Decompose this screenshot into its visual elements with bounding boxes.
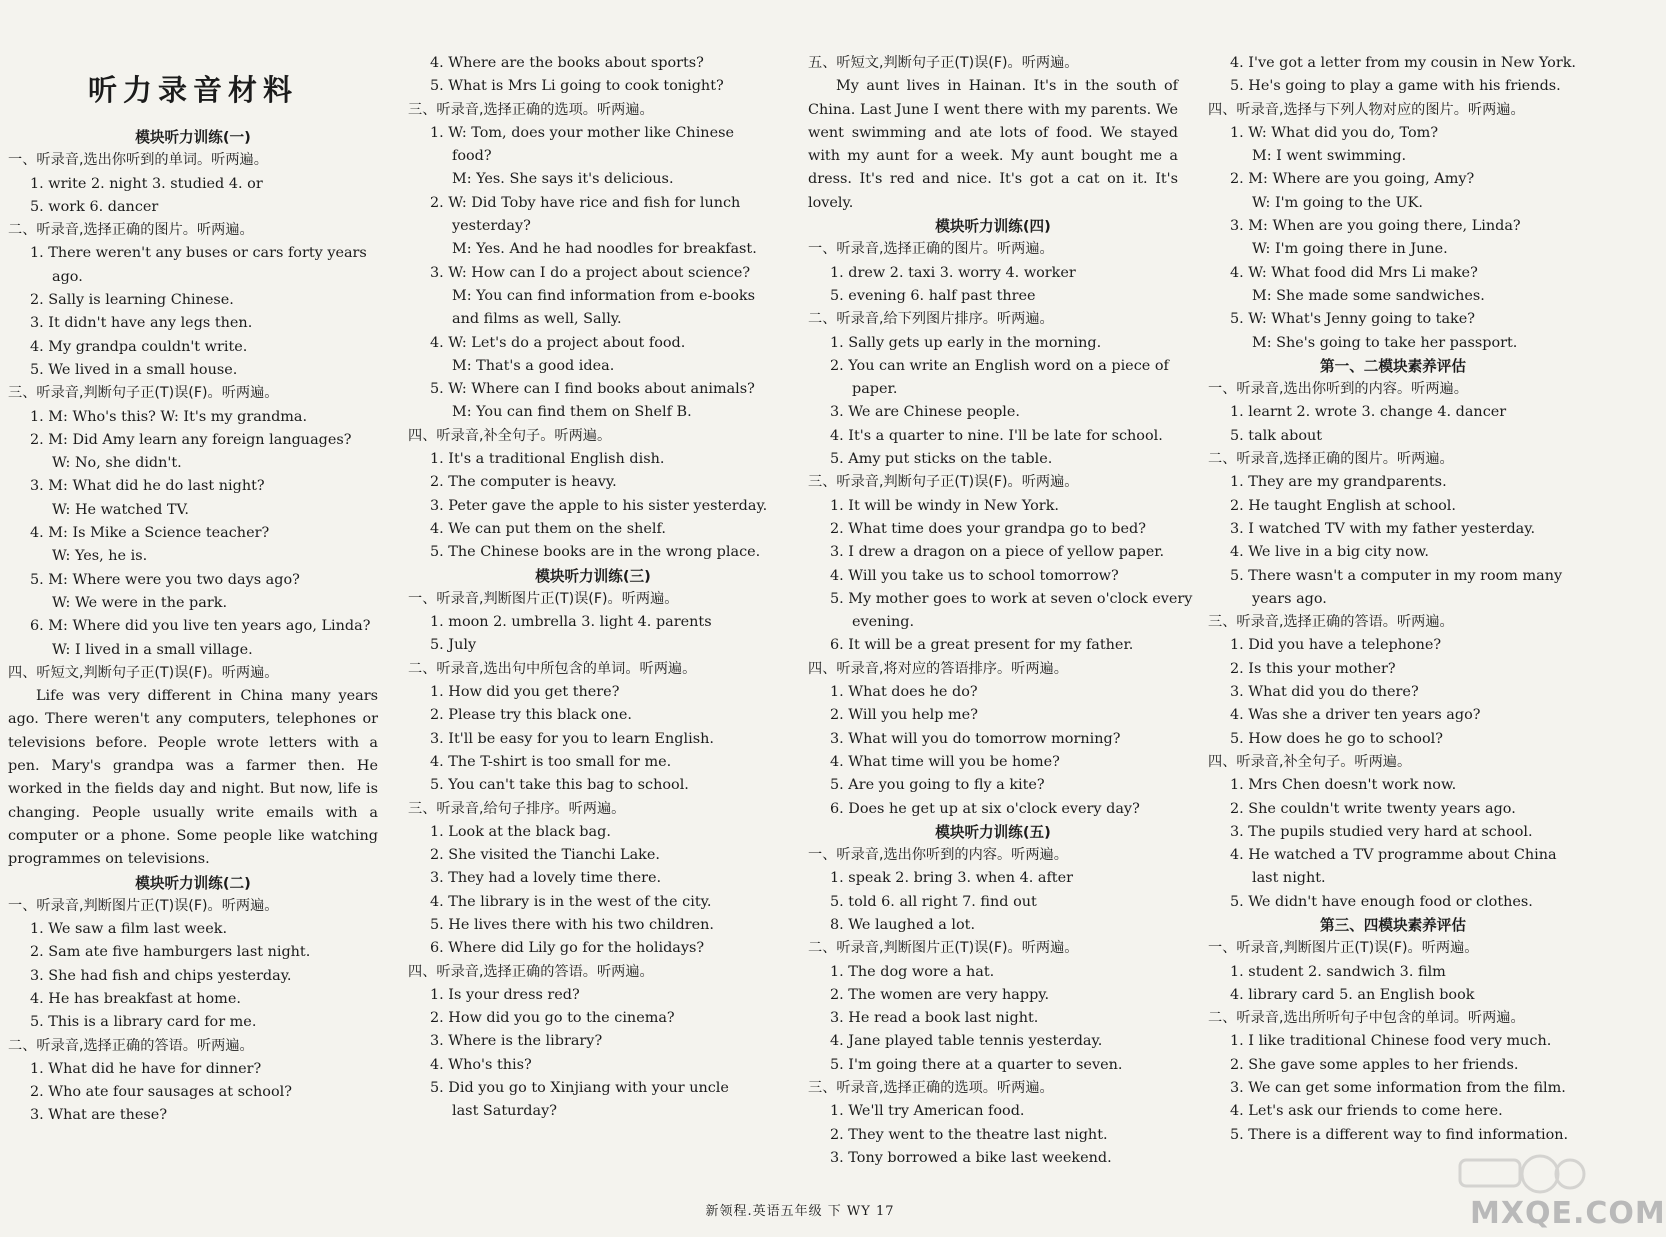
exercise-item: 1. There weren't any buses or cars forty years — [30, 245, 367, 262]
exercise-item: 3. They had a lovely time there. — [430, 870, 662, 887]
exercise-item: 4. I've got a letter from my cousin in New York. — [1230, 55, 1576, 71]
exercise-item: 5. This is a library card for me. — [30, 1014, 257, 1031]
exercise-item: 1. The dog wore a hat. — [830, 963, 995, 980]
exercise-item: 5. He lives there with his two children. — [430, 916, 714, 933]
exercise-instruction: 二、听录音,选出所听句子中包含的单词。听两遍。 — [1208, 1010, 1525, 1027]
exercise-item: 4. Was she a driver ten years ago? — [1230, 707, 1481, 724]
exercise-item: 2. Sam ate five hamburgers last night. — [30, 944, 311, 961]
exercise-instruction: 四、听录音,选择与下列人物对应的图片。听两遍。 — [1208, 101, 1525, 118]
exercise-item-continued: food? — [452, 148, 492, 165]
exercise-item-continued: W: We were in the park. — [52, 594, 228, 611]
exercise-item: 5. My mother goes to work at seven o'clock every — [830, 590, 1193, 607]
exercise-item: 4. Jane played table tennis yesterday. — [830, 1033, 1103, 1050]
section-heading: 第三、四模块素养评估 — [1320, 916, 1466, 934]
exercise-instruction: 四、听短文,判断句子正(T)误(F)。听两遍。 — [8, 664, 279, 681]
exercise-item: 1. I like traditional Chinese food very much. — [1230, 1033, 1552, 1050]
exercise-item: 3. It didn't have any legs then. — [30, 315, 253, 332]
section-heading: 模块听力训练(一) — [135, 129, 251, 146]
exercise-item: 1. Look at the black bag. — [430, 823, 611, 840]
exercise-instruction: 二、听录音,判断图片正(T)误(F)。听两遍。 — [808, 940, 1079, 957]
exercise-item: 4. W: What food did Mrs Li make? — [1230, 264, 1478, 281]
exercise-item: 2. They went to the theatre last night. — [830, 1126, 1108, 1143]
exercise-item: 1. speak 2. bring 3. when 4. after — [830, 870, 1073, 887]
exercise-item-continued: last night. — [1252, 870, 1326, 887]
exercise-item: 4. It's a quarter to nine. I'll be late for school. — [830, 427, 1163, 444]
exercise-item: 3. We can get some information from the film. — [1230, 1080, 1566, 1097]
exercise-item: 2. What time does your grandpa go to bed? — [830, 520, 1146, 537]
exercise-instruction: 一、听录音,判断图片正(T)误(F)。听两遍。 — [1208, 940, 1479, 957]
exercise-item: 5. told 6. all right 7. find out — [830, 893, 1037, 910]
exercise-item: 3. What did you do there? — [1230, 684, 1419, 701]
exercise-item: 1. How did you get there? — [430, 684, 620, 701]
exercise-item-continued: M: Yes. She says it's delicious. — [452, 171, 674, 188]
exercise-instruction: 二、听录音,选择正确的答语。听两遍。 — [8, 1037, 254, 1054]
exercise-instruction: 二、听录音,选择正确的图片。听两遍。 — [8, 222, 254, 239]
exercise-instruction: 一、听录音,选择正确的图片。听两遍。 — [808, 241, 1054, 258]
exercise-item: 3. M: What did he do last night? — [30, 478, 265, 495]
exercise-item: 1. W: Tom, does your mother like Chinese — [430, 124, 734, 141]
exercise-instruction: 一、听录音,选出你听到的内容。听两遍。 — [1208, 381, 1468, 398]
exercise-item-continued: ago. — [52, 268, 83, 285]
exercise-item: 5. I'm going there at a quarter to seven. — [830, 1056, 1123, 1073]
exercise-instruction: 三、听录音,给句子排序。听两遍。 — [408, 800, 626, 817]
exercise-item-continued: evening. — [852, 614, 915, 631]
exercise-item: 5. evening 6. half past three — [830, 287, 1036, 304]
exercise-instruction: 一、听录音,选出你听到的内容。听两遍。 — [808, 847, 1068, 864]
exercise-item: 1. Mrs Chen doesn't work now. — [1230, 777, 1457, 794]
exercise-item: 5. talk about — [1230, 427, 1323, 444]
exercise-item-continued: W: I'm going to the UK. — [1252, 194, 1423, 211]
exercise-item: 1. It will be windy in New York. — [830, 497, 1059, 514]
exercise-instruction: 四、听录音,将对应的答语排序。听两遍。 — [808, 660, 1068, 677]
exercise-item-continued: and films as well, Sally. — [452, 311, 622, 328]
exercise-item: 5. The Chinese books are in the wrong place. — [430, 544, 761, 561]
exercise-item: 5. What is Mrs Li going to cook tonight? — [430, 78, 724, 95]
exercise-item: 1. M: Who's this? W: It's my grandma. — [30, 408, 308, 425]
exercise-instruction: 三、听录音,选择正确的选项。听两遍。 — [408, 101, 654, 118]
exercise-item: 3. He read a book last night. — [830, 1010, 1039, 1027]
exercise-item: 1. student 2. sandwich 3. film — [1230, 963, 1446, 980]
exercise-item: 5. W: What's Jenny going to take? — [1230, 311, 1475, 328]
exercise-item: 2. He taught English at school. — [1230, 497, 1456, 514]
section-heading: 模块听力训练(五) — [935, 823, 1051, 841]
exercise-item: 6. Where did Lily go for the holidays? — [430, 940, 705, 957]
exercise-item: 4. What time will you be home? — [830, 753, 1060, 770]
exercise-instruction: 四、听录音,补全句子。听两遍。 — [408, 427, 612, 444]
exercise-item-continued: yesterday? — [452, 218, 531, 235]
exercise-item: 5. You can't take this bag to school. — [430, 777, 689, 794]
exercise-instruction: 三、听录音,判断句子正(T)误(F)。听两遍。 — [8, 385, 279, 402]
section-heading: 第一、二模块素养评估 — [1320, 357, 1466, 375]
exercise-item: 3. Tony borrowed a bike last weekend. — [830, 1149, 1112, 1166]
exercise-item: 4. M: Is Mike a Science teacher? — [30, 525, 270, 542]
exercise-instruction: 五、听短文,判断句子正(T)误(F)。听两遍。 — [808, 55, 1079, 71]
exercise-item-continued: M: She's going to take her passport. — [1252, 334, 1518, 351]
exercise-item: 3. It'll be easy for you to learn English. — [430, 730, 714, 747]
exercise-instruction: 四、听录音,选择正确的答语。听两遍。 — [408, 963, 654, 980]
exercise-item: 1. We'll try American food. — [830, 1103, 1025, 1120]
exercise-item: 6. It will be a great present for my father. — [830, 637, 1134, 654]
exercise-item: 2. Who ate four sausages at school? — [30, 1084, 292, 1101]
exercise-item-continued: years ago. — [1252, 590, 1327, 607]
exercise-item-continued: M: Yes. And he had noodles for breakfast. — [452, 241, 757, 258]
exercise-item: 3. Peter gave the apple to his sister yesterday. — [430, 497, 768, 514]
exercise-item: 1. Did you have a telephone? — [1230, 637, 1442, 654]
exercise-item: 1. It's a traditional English dish. — [430, 451, 665, 468]
exercise-instruction: 二、听录音,选出句中所包含的单词。听两遍。 — [408, 660, 697, 677]
exercise-item: 5. There wasn't a computer in my room many — [1230, 567, 1563, 584]
page-title: 听力录音材料 — [87, 73, 298, 107]
exercise-item: 2. Please try this black one. — [430, 707, 632, 724]
exercise-item: 5. There is a different way to find information. — [1230, 1126, 1569, 1143]
exercise-item: 3. What are these? — [30, 1107, 168, 1124]
exercise-item: 2. The computer is heavy. — [430, 474, 617, 491]
section-heading: 模块听力训练(二) — [135, 874, 251, 892]
exercise-item: 5. Did you go to Xinjiang with your uncle — [430, 1080, 729, 1097]
exercise-item: 4. The library is in the west of the city. — [430, 893, 712, 910]
exercise-item: 4. Will you take us to school tomorrow? — [830, 567, 1119, 584]
exercise-item: 4. Who's this? — [430, 1056, 532, 1073]
exercise-item: 4. The T-shirt is too small for me. — [430, 753, 672, 770]
exercise-item: 2. M: Did Amy learn any foreign languages? — [30, 431, 352, 448]
exercise-item: 1. moon 2. umbrella 3. light 4. parents — [430, 614, 712, 631]
exercise-item: 5. Are you going to fly a kite? — [830, 777, 1045, 794]
column-4 — [1208, 52, 1578, 1147]
exercise-item: 3. Where is the library? — [430, 1033, 603, 1050]
exercise-item: 4. Where are the books about sports? — [430, 55, 704, 71]
exercise-item: 2. Will you help me? — [830, 707, 978, 724]
exercise-item: 2. She visited the Tianchi Lake. — [430, 847, 660, 864]
section-heading: 模块听力训练(四) — [935, 218, 1051, 236]
exercise-item: 4. We can put them on the shelf. — [430, 520, 666, 537]
exercise-item: 2. How did you go to the cinema? — [430, 1010, 675, 1027]
exercise-item: 5. How does he go to school? — [1230, 730, 1443, 747]
exercise-item: 1. What does he do? — [830, 684, 978, 701]
watermark-text: MXQE.COM — [1470, 1196, 1666, 1231]
exercise-item: 3. I watched TV with my father yesterday. — [1230, 520, 1536, 537]
exercise-item-continued: W: I lived in a small village. — [52, 641, 253, 658]
exercise-item-continued: W: He watched TV. — [52, 501, 189, 518]
exercise-item: 4. Let's ask our friends to come here. — [1230, 1103, 1503, 1120]
exercise-item: 3. M: When are you going there, Linda? — [1230, 218, 1521, 235]
exercise-item-continued: M: You can find them on Shelf B. — [452, 404, 692, 421]
page-footer: 新领程.英语五年级 下 WY 17 — [705, 1204, 895, 1219]
exercise-item: 5. W: Where can I find books about animals? — [430, 381, 755, 398]
exercise-item: 4. He watched a TV programme about China — [1230, 847, 1557, 864]
exercise-item: 1. write 2. night 3. studied 4. or — [30, 175, 263, 192]
exercise-item: 3. The pupils studied very hard at school. — [1230, 823, 1533, 840]
passage-text: My aunt lives in Hainan. It's in the south of China. Last June I went there with my parents. We went swimming and ate lots of food. We stayed with my aunt for a week. My aunt bought me a dress. It's red and nice. It's got a cat on it. It's lovely. — [808, 78, 1178, 211]
exercise-item: 2. The women are very happy. — [830, 986, 1050, 1003]
exercise-item: 1. drew 2. taxi 3. worry 4. worker — [830, 264, 1076, 281]
exercise-item: 1. What did he have for dinner? — [30, 1060, 262, 1077]
exercise-item: 2. She couldn't write twenty years ago. — [1230, 800, 1516, 817]
section-heading: 模块听力训练(三) — [535, 567, 651, 585]
exercise-item: 5. work 6. dancer — [30, 198, 159, 215]
exercise-item: 5. We didn't have enough food or clothes. — [1230, 893, 1533, 910]
exercise-instruction: 二、听录音,选择正确的图片。听两遍。 — [1208, 451, 1454, 468]
exercise-instruction: 一、听录音,选出你听到的单词。听两遍。 — [8, 152, 268, 169]
exercise-item: 4. library card 5. an English book — [1230, 986, 1475, 1003]
exercise-item-continued: W: No, she didn't. — [52, 455, 182, 472]
exercise-item: 4. My grandpa couldn't write. — [30, 338, 248, 355]
exercise-item: 2. W: Did Toby have rice and fish for lunch — [430, 194, 741, 211]
exercise-instruction: 四、听录音,补全句子。听两遍。 — [1208, 753, 1412, 770]
exercise-item-continued: M: That's a good idea. — [452, 357, 615, 374]
exercise-item-continued: last Saturday? — [452, 1103, 557, 1120]
exercise-item: 2. You can write an English word on a piece of — [830, 357, 1169, 374]
exercise-item: 5. July — [430, 637, 477, 654]
column-3 — [808, 52, 1193, 1170]
exercise-instruction: 二、听录音,给下列图片排序。听两遍。 — [808, 311, 1054, 328]
exercise-item: 3. She had fish and chips yesterday. — [30, 967, 292, 984]
exercise-instruction: 三、听录音,判断句子正(T)误(F)。听两遍。 — [808, 474, 1079, 491]
exercise-item: 5. We lived in a small house. — [30, 361, 238, 378]
exercise-instruction: 一、听录音,判断图片正(T)误(F)。听两遍。 — [8, 897, 279, 914]
exercise-item: 4. We live in a big city now. — [1230, 544, 1429, 561]
exercise-item-continued: M: I went swimming. — [1252, 148, 1407, 165]
exercise-item: 5. He's going to play a game with his friends. — [1230, 78, 1561, 95]
exercise-item-continued: M: She made some sandwiches. — [1252, 287, 1485, 304]
exercise-item: 2. Is this your mother? — [1230, 660, 1396, 677]
exercise-item: 2. She gave some apples to her friends. — [1230, 1056, 1519, 1073]
exercise-item: 3. What will you do tomorrow morning? — [830, 730, 1121, 747]
exercise-item: 1. Is your dress red? — [430, 986, 580, 1003]
exercise-item: 4. He has breakfast at home. — [30, 990, 241, 1007]
exercise-item-continued: M: You can find information from e-books — [452, 287, 756, 304]
exercise-item: 1. W: What did you do, Tom? — [1230, 124, 1439, 141]
exercise-item: 1. Sally gets up early in the morning. — [830, 334, 1102, 351]
exercise-item: 8. We laughed a lot. — [830, 916, 976, 933]
exercise-item: 6. M: Where did you live ten years ago, Linda? — [30, 618, 371, 635]
exercise-item: 1. learnt 2. wrote 3. change 4. dancer — [1230, 404, 1507, 421]
exercise-instruction: 一、听录音,判断图片正(T)误(F)。听两遍。 — [408, 590, 679, 607]
exercise-item: 5. Amy put sticks on the table. — [830, 451, 1053, 468]
exercise-item: 1. They are my grandparents. — [1230, 474, 1447, 491]
exercise-item: 3. I drew a dragon on a piece of yellow paper. — [830, 544, 1165, 561]
exercise-item: 5. M: Where were you two days ago? — [30, 571, 300, 588]
exercise-item: 4. W: Let's do a project about food. — [430, 334, 686, 351]
column-2 — [408, 52, 778, 1124]
exercise-item: 3. We are Chinese people. — [830, 404, 1021, 421]
exercise-item-continued: W: Yes, he is. — [52, 548, 148, 565]
exercise-item: 3. W: How can I do a project about science? — [430, 264, 751, 281]
column-1 — [8, 52, 378, 1128]
passage-text: Life was very different in China many years ago. There weren't any computers, telephones or televisions before. People wrote letters with a pen. Mary's grandpa was a farmer then. He worked in the fields day and night. But now, life is changing. People usually write emails with a computer or a phone. Some people like watching programmes on televisions. — [8, 688, 378, 868]
exercise-instruction: 三、听录音,选择正确的答语。听两遍。 — [1208, 614, 1454, 631]
exercise-item: 6. Does he get up at six o'clock every day? — [830, 800, 1140, 817]
exercise-instruction: 三、听录音,选择正确的选项。听两遍。 — [808, 1080, 1054, 1097]
exercise-item: 1. We saw a film last week. — [30, 921, 228, 938]
exercise-item: 2. M: Where are you going, Amy? — [1230, 171, 1475, 188]
exercise-item: 2. Sally is learning Chinese. — [30, 292, 234, 309]
exercise-item-continued: paper. — [852, 381, 898, 398]
exercise-item-continued: W: I'm going there in June. — [1252, 241, 1448, 258]
